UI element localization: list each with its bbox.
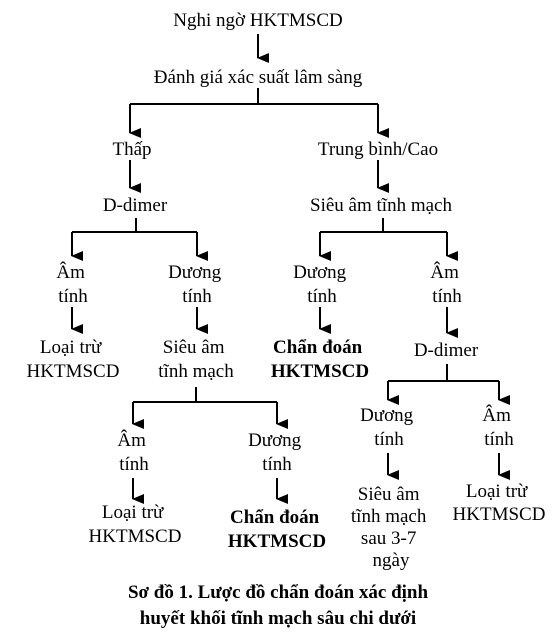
caption-line-2: huyết khối tĩnh mạch sâu chi dưới (139, 608, 417, 629)
node-suspect: Nghi ngờ HKTMSCD (173, 10, 343, 31)
node-low: Thấp (112, 139, 152, 160)
caption-line-1: Sơ đồ 1. Lược đồ chẩn đoán xác định (127, 582, 429, 603)
figure-caption (128, 582, 429, 629)
node-clinical-probability: Đánh giá xác suất lâm sàng (153, 67, 363, 88)
node-positive-l3: Dương tính (248, 430, 302, 475)
node-positive-r3: Dương tính (360, 405, 414, 450)
node-ddimer-r2: D-dimer (413, 340, 479, 361)
node-ultrasound-right: Siêu âm tĩnh mạch (310, 195, 452, 216)
node-diagnose-l3: Chẩn đoán HKTMSCD (227, 507, 327, 552)
node-exclude-r4: Loại trừ HKTMSCD (452, 481, 546, 525)
node-mid-high: Trung bình/Cao (317, 139, 439, 160)
node-ultrasound-r4: Siêu âm tĩnh mạch sau 3-7 ngày (350, 484, 427, 571)
node-negative-r3: Âm tính (482, 405, 514, 450)
node-diagnose-r1: Chẩn đoán HKTMSCD (270, 337, 370, 382)
node-negative-l1: Âm tính (56, 262, 88, 307)
node-ultrasound-l2: Siêu âm tĩnh mạch (158, 337, 234, 382)
node-negative-l3: Âm tính (117, 430, 149, 475)
node-exclude-l3: Loại trừ HKTMSCD (88, 502, 182, 547)
nodes (27, 10, 546, 571)
node-exclude-l1: Loại trừ HKTMSCD (26, 337, 120, 382)
node-positive-r1: Dương tính (293, 262, 347, 307)
node-positive-l1: Dương tính (168, 262, 222, 307)
node-negative-r1: Âm tính (430, 262, 462, 307)
node-ddimer-left: D-dimer (102, 195, 168, 216)
